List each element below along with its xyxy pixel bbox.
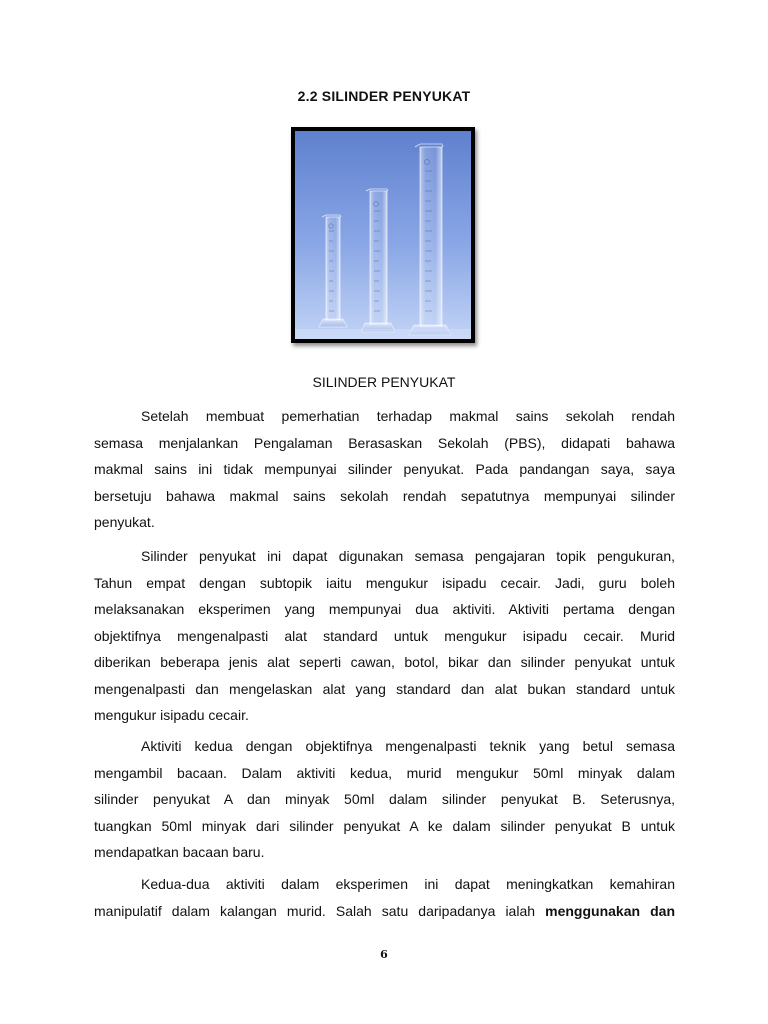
cylinders-illustration xyxy=(295,131,471,339)
paragraph-line: objektifnya mengenalpasti alat standard untuk mengukur isipadu cecair. Murid xyxy=(94,627,675,644)
paragraph-line xyxy=(94,898,675,925)
paragraph-line: Kedua-dua aktiviti dalam eksperimen ini dapat meningkatkan kemahiran xyxy=(141,876,675,892)
paragraph-line: mengambil bacaan. Dalam aktiviti kedua, murid mengukur 50ml minyak dalam xyxy=(94,764,675,781)
paragraph-line: semasa menjalankan Pengalaman Berasaskan Sekolah (PBS), didapati bahawa xyxy=(94,434,675,451)
paragraph-line-text: manipulatif dalam kalangan murid. Salah satu daripadanya ialah xyxy=(94,902,546,919)
paragraph-line: melaksanakan eksperimen yang mempunyai dua aktiviti. Aktiviti pertama dengan xyxy=(94,601,675,617)
paragraph-line: penyukat. xyxy=(94,514,155,530)
paragraph-line: diberikan beberapa jenis alat seperti cawan, botol, bikar dan silinder penyukat untuk xyxy=(94,654,675,670)
paragraph-2 xyxy=(94,543,675,729)
paragraph-line: Aktiviti kedua dengan objektifnya mengenalpasti teknik yang betul semasa xyxy=(141,738,675,754)
paragraph-line: bersetuju bahawa makmal sains sekolah rendah sepatutnya mempunyai silinder xyxy=(94,487,675,504)
paragraph-line: mendapatkan bacaan baru. xyxy=(94,844,265,860)
paragraph-line: makmal sains ini tidak mempunyai silinder penyukat. Pada pandangan saya, saya xyxy=(94,461,675,477)
paragraph-line-bold-text: menggunakan dan xyxy=(545,902,675,919)
paragraph-line: tuangkan 50ml minyak dari silinder penyukat A ke dalam silinder penyukat B untuk xyxy=(94,817,675,834)
paragraph-3 xyxy=(94,733,675,866)
paragraph-line: silinder penyukat A dan minyak 50ml dalam silinder penyukat B. Seterusnya, xyxy=(94,791,675,807)
graduated-cylinders-photo xyxy=(291,127,475,343)
paragraph-line: mengukur isipadu cecair. xyxy=(94,707,249,723)
paragraph-line: Setelah membuat pemerhatian terhadap makmal sains sekolah rendah xyxy=(141,408,675,424)
section-title: 2.2 SILINDER PENYUKAT xyxy=(297,88,471,104)
paragraph-line: mengenalpasti dan mengelaskan alat yang standard dan alat bukan standard untuk xyxy=(94,680,675,697)
paragraph-line: Tahun empat dengan subtopik iaitu mengukur isipadu cecair. Jadi, guru boleh xyxy=(94,574,675,591)
paragraph-line: Silinder penyukat ini dapat digunakan semasa pengajaran topik pengukuran, xyxy=(141,548,675,564)
paragraph-1 xyxy=(94,403,675,536)
paragraph-4 xyxy=(94,871,675,924)
page-number: 6 xyxy=(380,948,388,961)
figure-caption: SILINDER PENYUKAT xyxy=(312,374,456,390)
